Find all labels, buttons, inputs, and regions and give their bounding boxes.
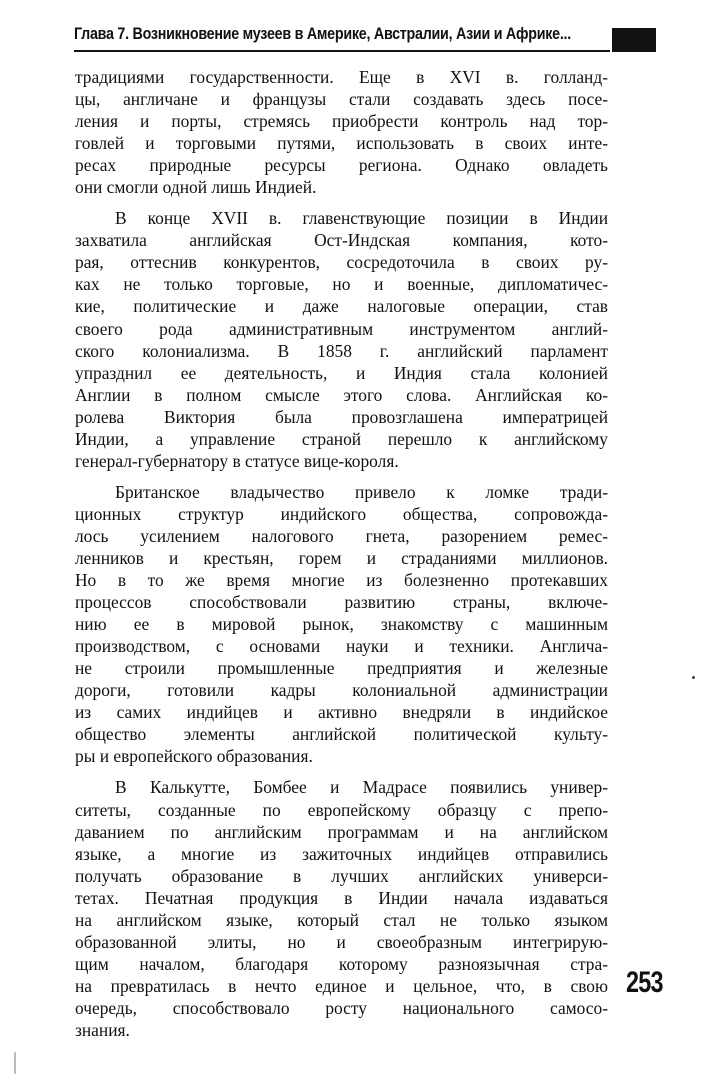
paragraph-gap xyxy=(75,472,608,481)
text-line: кие, политические и даже налоговые операции, став xyxy=(75,296,608,317)
text-line: языке, а многие из зажиточных индийцев отправились xyxy=(75,843,608,864)
text-line: производством, с основами науки и техники. Англича- xyxy=(75,636,608,657)
page-number: 253 xyxy=(626,966,663,999)
paragraph xyxy=(75,66,608,198)
running-head xyxy=(74,22,656,54)
text-line: Британское владычество привело к ломке тради- xyxy=(115,481,608,502)
text-line: образованной элиты, но и своеобразным интегрирую- xyxy=(75,931,608,952)
text-line: на английском языке, который стал не только языком xyxy=(75,909,608,930)
text-line: Индии, а управление страной перешло к английскому xyxy=(75,428,608,449)
paragraph xyxy=(75,481,608,768)
text-line: упразднил ее деятельность, и Индия стала колонией xyxy=(75,362,608,383)
text-line: процессов способствовали развитию страны, включе- xyxy=(75,592,608,613)
text-line: традициями государственности. Еще в XVI в. голланд- xyxy=(75,67,608,87)
text-line: очередь, способствовало росту национального самосо- xyxy=(75,997,608,1018)
text-line: ционных структур индийского общества, сопровожда- xyxy=(75,503,608,524)
text-line: ках не только торговые, но и военные, дипломатичес- xyxy=(75,274,608,295)
text-line: они смогли одной лишь Индией. xyxy=(75,177,317,198)
text-line: не строили промышленные предприятия и железные xyxy=(75,658,608,679)
text-line: лось усилением налогового гнета, разорением ремес- xyxy=(75,525,608,546)
text-line: нию ее в мировой рынок, знакомству с машинным xyxy=(75,614,608,635)
text-line: получать образование в лучших английских универси- xyxy=(75,865,608,886)
text-line: общество элементы английской политической культу- xyxy=(75,724,608,745)
text-line: дороги, готовили кадры колониальной администрации xyxy=(75,680,608,701)
paragraph xyxy=(75,207,608,472)
text-line: рая, оттеснив конкурентов, сосредоточила в своих ру- xyxy=(75,252,608,273)
header-block-mark xyxy=(612,28,656,52)
text-line: В Калькутте, Бомбее и Мадрасе появились универ- xyxy=(115,777,608,798)
text-line: цы, англичане и французы стали создавать здесь посе- xyxy=(75,89,608,110)
text-line: щим началом, благодаря которому разноязычная стра- xyxy=(75,953,608,974)
header-rule xyxy=(74,50,610,52)
text-line: на превратилась в нечто единое и цельное, что, в свою xyxy=(75,975,608,996)
text-line: Но в то же время многие из болезненно протекавших xyxy=(75,570,608,591)
text-line: захватила английская Ост-Индская компания, кото- xyxy=(75,230,608,251)
chapter-running-title: Глава 7. Возникновение музеев в Америке, Австралии, Азии и Африке... xyxy=(74,24,571,43)
text-line: Англии в полном смысле этого слова. Английская ко- xyxy=(75,384,608,405)
body-text xyxy=(75,66,608,1041)
text-line: ролева Виктория была провозглашена императрицей xyxy=(75,406,608,427)
paragraph xyxy=(75,776,608,1041)
text-line: генерал-губернатору в статусе вице-короля. xyxy=(75,450,399,471)
text-line: В конце XVII в. главенствующие позиции в Индии xyxy=(115,208,608,229)
paragraph-gap xyxy=(75,198,608,207)
print-speck xyxy=(692,676,695,679)
text-line: ления и порты, стремясь приобрести контроль над тор- xyxy=(75,111,608,132)
text-line: тетах. Печатная продукция в Индии начала издаваться xyxy=(75,887,608,908)
text-line: ресах природные ресурсы региона. Однако овладеть xyxy=(75,155,608,176)
text-line: ленников и крестьян, горем и страданиями миллионов. xyxy=(75,547,608,568)
print-speck xyxy=(14,1052,16,1074)
text-line: знания. xyxy=(75,1019,130,1040)
text-line: говлей и торговыми путями, использовать в своих инте- xyxy=(75,133,608,154)
text-line: ситеты, созданные по европейскому образцу с препо- xyxy=(75,799,608,820)
text-line: своего рода административным инструментом англий- xyxy=(75,318,608,339)
paragraph-gap xyxy=(75,767,608,776)
text-line: ского колониализма. В 1858 г. английский парламент xyxy=(75,340,608,361)
text-line: из самих индийцев и активно внедряли в индийское xyxy=(75,702,608,723)
text-line: даванием по английским программам и на английском xyxy=(75,821,608,842)
text-line: ры и европейского образования. xyxy=(75,746,313,767)
